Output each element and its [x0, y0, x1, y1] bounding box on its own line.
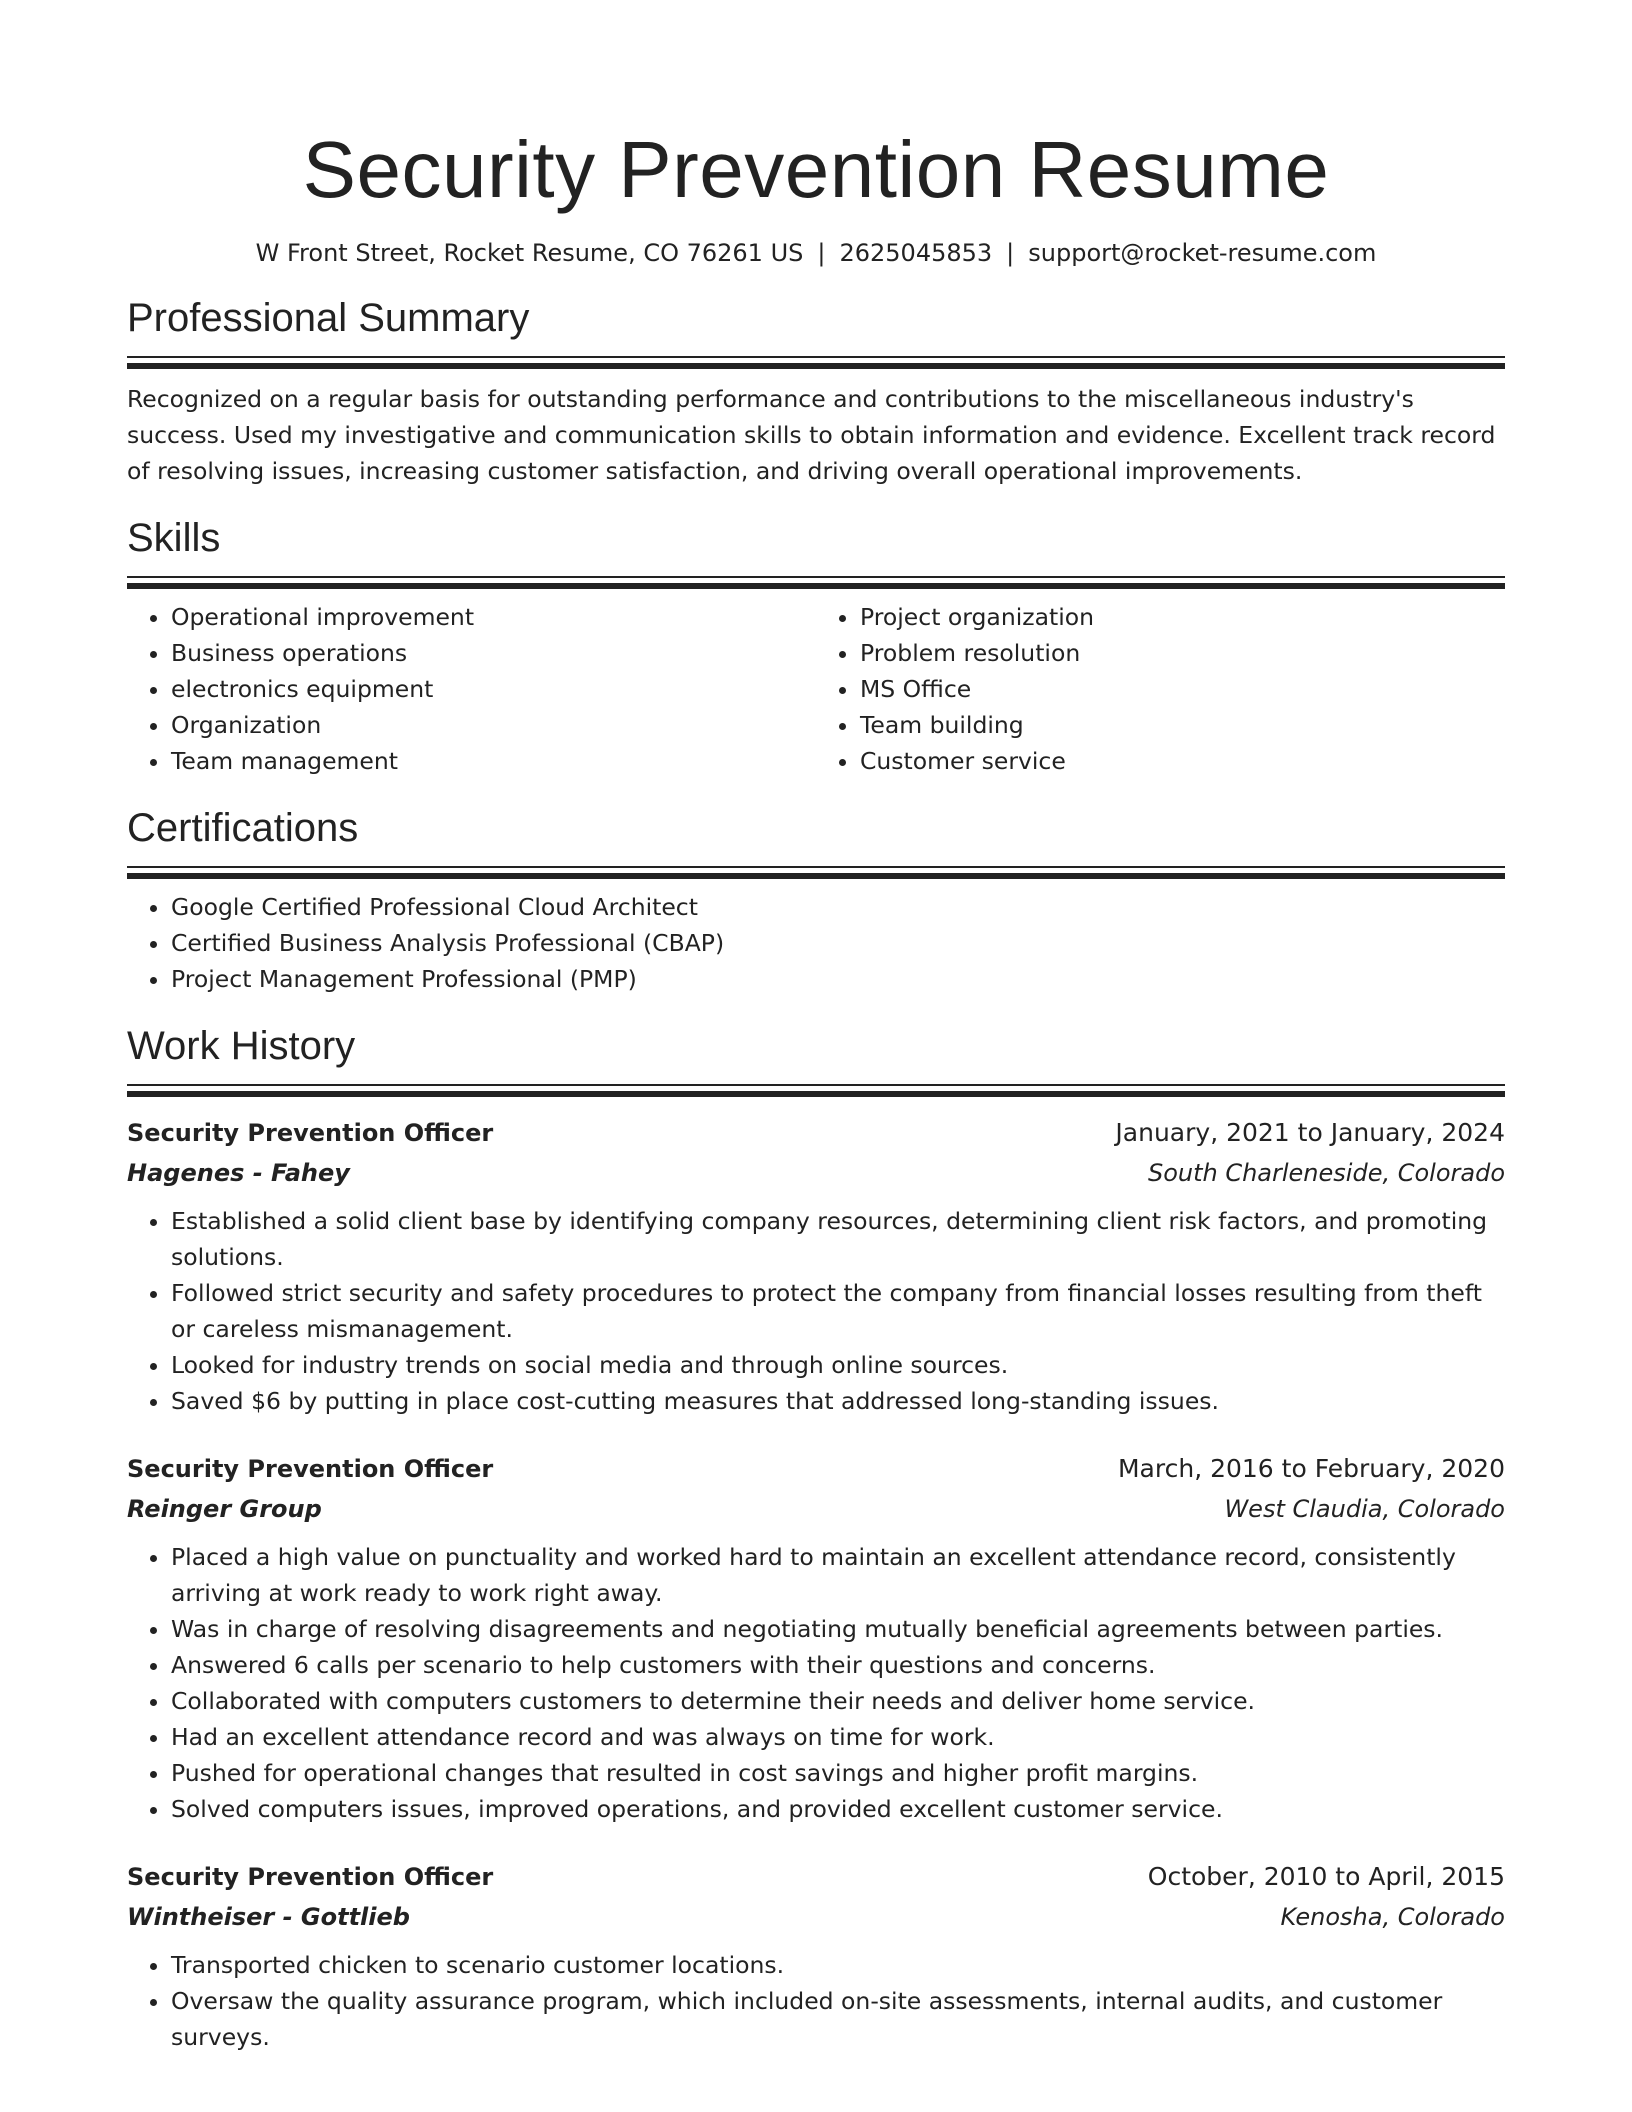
skills-list-left: [127, 599, 816, 779]
job-duty-item: • Collaborated with computers customers to determine their needs and deliver home service.: [171, 1683, 1505, 1719]
job-duty-item: • Pushed for operational changes that resulted in cost savings and higher profit margins.: [171, 1755, 1505, 1791]
job-duty-item: • Was in charge of resolving disagreements and negotiating mutually beneficial agreements between parties.: [171, 1611, 1505, 1647]
section-divider: [127, 1084, 1505, 1097]
certification-item: • Google Certified Professional Cloud Architect: [171, 889, 1505, 925]
resume-title: Security Prevention Resume: [302, 125, 1330, 214]
section-divider: [127, 356, 1505, 369]
job-duty-item: • Oversaw the quality assurance program, which included on-site assessments, internal audits, and customer surveys.: [171, 1983, 1505, 2055]
skill-item: • Team building: [860, 707, 1505, 743]
job-company: Wintheiser - Gottlieb: [127, 1903, 410, 1931]
job-duty-item: • Solved computers issues, improved operations, and provided excellent customer service.: [171, 1791, 1505, 1827]
summary-heading: Professional Summary: [127, 296, 530, 340]
skill-item: • Problem resolution: [860, 635, 1505, 671]
contact-separator: |: [1006, 239, 1015, 267]
summary-text: Recognized on a regular basis for outstanding performance and contributions to the miscellaneous industry's success. Used my investigative and communication skills to obtain information and evidence. Excellent track record of resolving issues, increasing customer satisfaction, and driving overall operational improvements.: [127, 385, 1496, 485]
job-duty-item: • Looked for industry trends on social media and through online sources.: [171, 1347, 1505, 1383]
job-location: Kenosha, Colorado: [1280, 1903, 1505, 1931]
contact-phone: 2625045853: [839, 239, 993, 267]
divider-thin-line: [127, 576, 1505, 578]
job-duty-item: • Answered 6 calls per scenario to help customers with their questions and concerns.: [171, 1647, 1505, 1683]
skill-item: • Business operations: [171, 635, 816, 671]
job-duty-item: • Transported chicken to scenario customer locations.: [171, 1947, 1505, 1983]
job-duty-item: • Had an excellent attendance record and was always on time for work.: [171, 1719, 1505, 1755]
job-title: Security Prevention Officer: [127, 1455, 494, 1483]
section-divider: [127, 576, 1505, 589]
skill-item: • Customer service: [860, 743, 1505, 779]
job-duty-item: • Followed strict security and safety procedures to protect the company from financial losses resulting from theft or careless mismanagement.: [171, 1275, 1505, 1347]
divider-thick-line: [127, 1091, 1505, 1097]
skills-list-right: [816, 599, 1505, 779]
certification-item: • Certified Business Analysis Professional (CBAP): [171, 925, 1505, 961]
job-title: Security Prevention Officer: [127, 1119, 494, 1147]
divider-thick-line: [127, 873, 1505, 879]
skill-item: • Project organization: [860, 599, 1505, 635]
job-entry: [127, 1113, 1505, 1419]
skill-item: • MS Office: [860, 671, 1505, 707]
job-company-row: [127, 1153, 1505, 1193]
skills-columns: [127, 589, 1505, 779]
job-title: Security Prevention Officer: [127, 1863, 494, 1891]
job-header-row: [127, 1857, 1505, 1897]
job-header-row: [127, 1113, 1505, 1153]
job-duties-list: [127, 1539, 1505, 1827]
job-company-row: [127, 1489, 1505, 1529]
job-dates: January, 2021 to January, 2024: [1115, 1118, 1505, 1147]
skill-item: • Organization: [171, 707, 816, 743]
summary-section: [127, 293, 1505, 489]
job-duties-list: [127, 1947, 1505, 2055]
job-company: Hagenes - Fahey: [127, 1159, 350, 1187]
work-history-heading: Work History: [127, 1024, 356, 1068]
job-duty-item: • Placed a high value on punctuality and worked hard to maintain an excellent attendance record, consistently arriving at work ready to work right away.: [171, 1539, 1505, 1611]
work-history-section: [127, 1021, 1505, 2055]
contact-address: W Front Street, Rocket Resume, CO 76261 US: [255, 239, 804, 267]
job-dates: March, 2016 to February, 2020: [1117, 1454, 1505, 1483]
certifications-heading: Certifications: [127, 806, 359, 850]
skill-item: • Team management: [171, 743, 816, 779]
job-header-row: [127, 1449, 1505, 1489]
job-duties-list: [127, 1203, 1505, 1419]
job-dates: October, 2010 to April, 2015: [1147, 1862, 1505, 1891]
contact-separator: |: [817, 239, 826, 267]
job-company: Reinger Group: [127, 1495, 322, 1523]
divider-thin-line: [127, 1084, 1505, 1086]
job-location: South Charleneside, Colorado: [1147, 1159, 1505, 1187]
section-divider: [127, 866, 1505, 879]
skill-item: • Operational improvement: [171, 599, 816, 635]
contact-line: [127, 237, 1505, 269]
job-list: [127, 1113, 1505, 2055]
job-entry: [127, 1449, 1505, 1827]
divider-thin-line: [127, 356, 1505, 358]
job-company-row: [127, 1897, 1505, 1937]
certification-item: • Project Management Professional (PMP): [171, 961, 1505, 997]
skills-heading: Skills: [127, 516, 221, 560]
job-entry: [127, 1857, 1505, 2055]
job-duty-item: • Established a solid client base by identifying company resources, determining client risk factors, and promoting solutions.: [171, 1203, 1505, 1275]
job-duty-item: • Saved $6 by putting in place cost-cutting measures that addressed long-standing issues.: [171, 1383, 1505, 1419]
skills-section: [127, 513, 1505, 779]
certifications-section: [127, 803, 1505, 997]
divider-thin-line: [127, 866, 1505, 868]
job-location: West Claudia, Colorado: [1224, 1495, 1505, 1523]
skill-item: • electronics equipment: [171, 671, 816, 707]
divider-thick-line: [127, 363, 1505, 369]
contact-email: support@rocket-resume.com: [1028, 239, 1377, 267]
certifications-list: [127, 889, 1505, 997]
